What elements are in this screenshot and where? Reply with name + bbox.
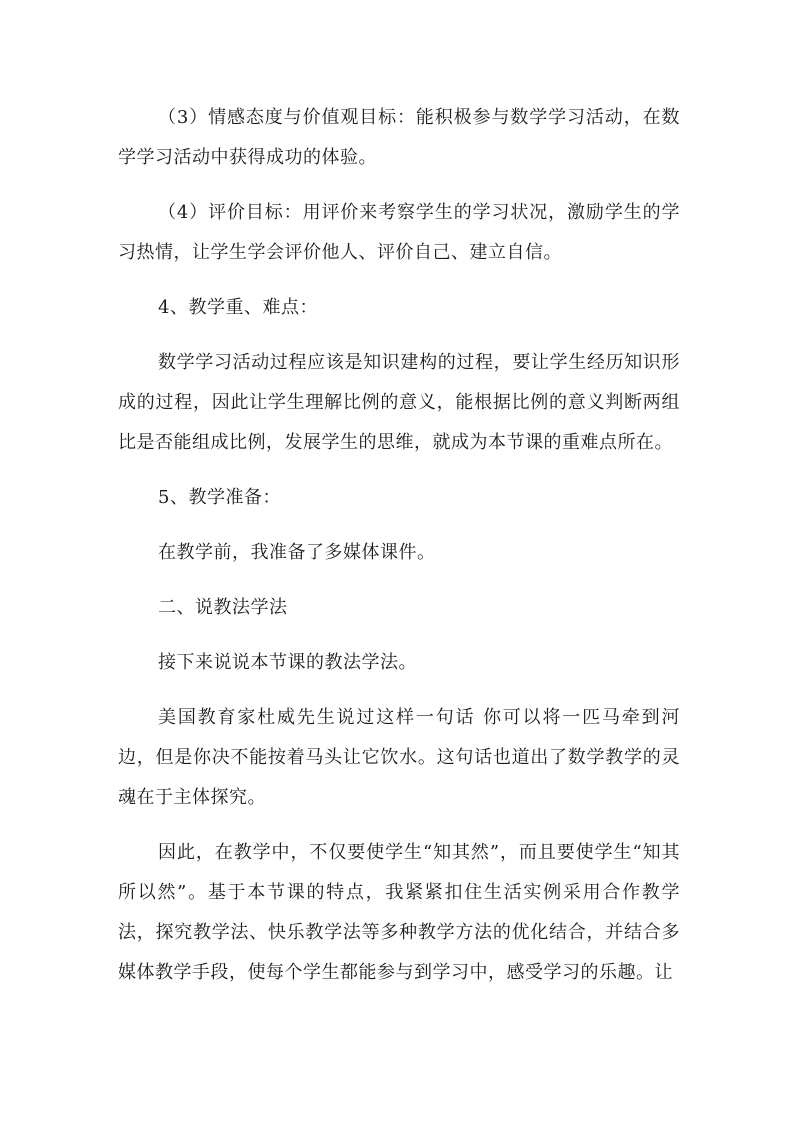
paragraph-methods-detail: 因此，在教学中，不仅要使学生“知其然”，而且要使学生“知其所以然”。基于本节课的特点，我紧紧扣住生活实例采用合作教学法，探究教学法、快乐教学法等多种教学方法的优化结合，并结合多媒体教学手段，使每个学生都能参与到学习中，感受学习的乐趣。让 xyxy=(118,842,680,983)
paragraph-emotion-goal: （3）情感态度与价值观目标：能积极参与数学学习活动，在数学学习活动中获得成功的体验。 xyxy=(118,107,680,168)
heading-teaching-preparation: 5、教学准备： xyxy=(158,487,281,508)
paragraph-evaluation-goal: （4）评价目标：用评价来考察学生的学习状况，激励学生的学习热情，让学生学会评价他人、评价自己、建立自信。 xyxy=(118,202,680,263)
document-body xyxy=(118,98,680,1008)
paragraph-key-difficult-points: 数学学习活动过程应该是知识建构的过程，要让学生经历知识形成的过程，因此让学生理解比例的意义，能根据比例的意义判断两组比是否能组成比例，发展学生的思维，就成为本节课的重难点所在。 xyxy=(118,352,680,453)
heading-key-difficult-points: 4、教学重、难点： xyxy=(158,297,318,318)
paragraph-dewey-quote: 美国教育家杜威先生说过这样一句话 你可以将一匹马牵到河边，但是你决不能按着马头让它饮水。这句话也道出了数学教学的灵魂在于主体探究。 xyxy=(118,707,680,808)
paragraph-teaching-preparation: 在教学前，我准备了多媒体课件。 xyxy=(158,542,436,563)
paragraph-methods-intro: 接下来说说本节课的教法学法。 xyxy=(158,652,417,673)
heading-teaching-methods: 二、说教法学法 xyxy=(158,597,288,618)
